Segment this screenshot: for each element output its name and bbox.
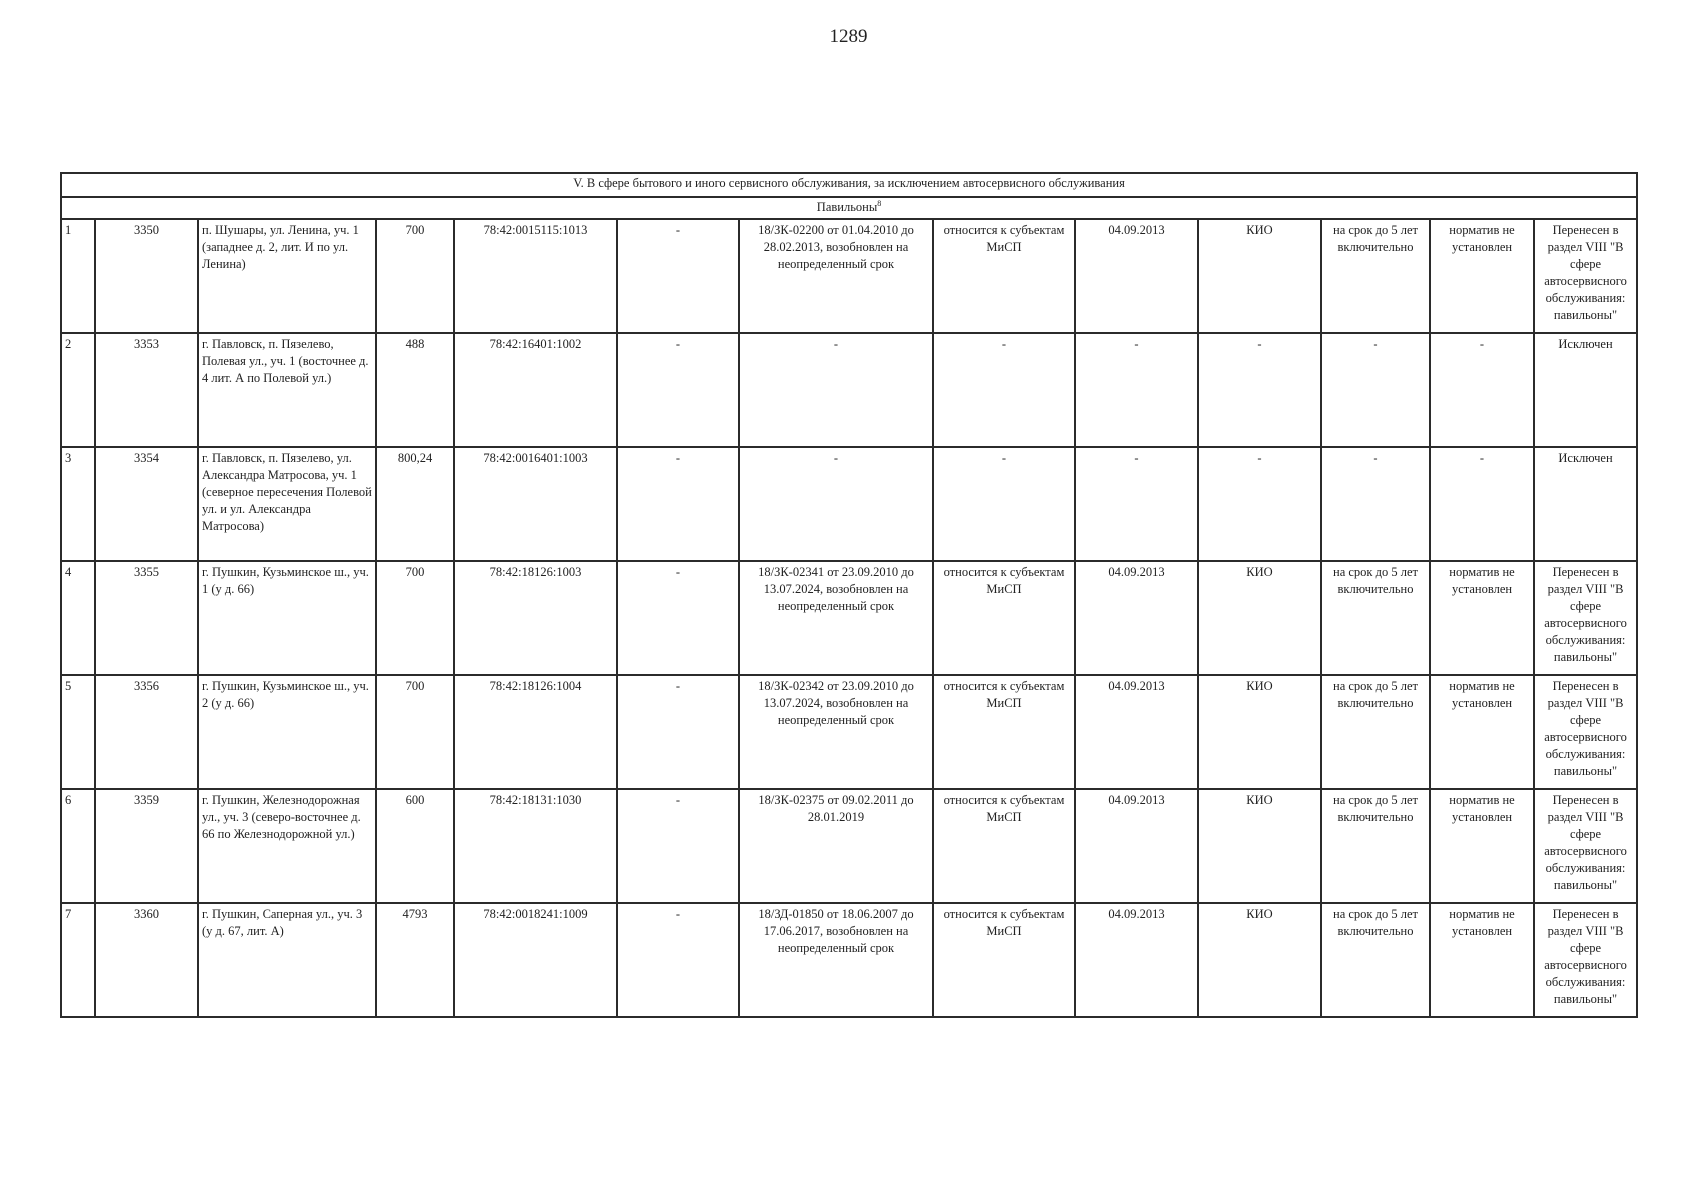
area-cell: 4793 bbox=[376, 903, 454, 1017]
section-title: V. В сфере бытового и иного сервисного обслуживания, за исключением автосервисного обслуживания bbox=[61, 173, 1637, 197]
object-code: 3353 bbox=[95, 333, 198, 447]
term-cell: на срок до 5 лет включительно bbox=[1321, 561, 1430, 675]
row-number: 5 bbox=[61, 675, 95, 789]
object-code: 3354 bbox=[95, 447, 198, 561]
organization-cell: КИО bbox=[1198, 903, 1321, 1017]
term-cell: на срок до 5 лет включительно bbox=[1321, 789, 1430, 903]
table-row bbox=[61, 561, 1637, 675]
contract-cell: 18/ЗК-02341 от 23.09.2010 до 13.07.2024, возобновлен на неопределенный срок bbox=[739, 561, 933, 675]
object-code: 3355 bbox=[95, 561, 198, 675]
area-cell: 700 bbox=[376, 675, 454, 789]
norm-cell: норматив не установлен bbox=[1430, 789, 1534, 903]
organization-cell: КИО bbox=[1198, 561, 1321, 675]
subsection-header-row bbox=[61, 197, 1637, 219]
term-cell: на срок до 5 лет включительно bbox=[1321, 219, 1430, 333]
date-cell: 04.09.2013 bbox=[1075, 789, 1198, 903]
address-cell: г. Пушкин, Железнодорожная ул., уч. 3 (северо-восточнее д. 66 по Железнодорожной ул.) bbox=[198, 789, 376, 903]
norm-cell: - bbox=[1430, 447, 1534, 561]
organization-cell: - bbox=[1198, 447, 1321, 561]
cadastral-number-cell: 78:42:0015115:1013 bbox=[454, 219, 617, 333]
column-6-cell: - bbox=[617, 675, 739, 789]
address-cell: п. Шушары, ул. Ленина, уч. 1 (западнее д. 2, лит. И по ул. Ленина) bbox=[198, 219, 376, 333]
term-cell: - bbox=[1321, 447, 1430, 561]
date-cell: 04.09.2013 bbox=[1075, 903, 1198, 1017]
note-cell: Перенесен в раздел VIII "В сфере автосервисного обслуживания: павильоны" bbox=[1534, 675, 1637, 789]
smb-subject-cell: относится к субъектам МиСП bbox=[933, 675, 1075, 789]
note-cell: Перенесен в раздел VIII "В сфере автосервисного обслуживания: павильоны" bbox=[1534, 789, 1637, 903]
column-6-cell: - bbox=[617, 903, 739, 1017]
contract-cell: 18/ЗК-02200 от 01.04.2010 до 28.02.2013, возобновлен на неопределенный срок bbox=[739, 219, 933, 333]
contract-cell: 18/ЗД-01850 от 18.06.2007 до 17.06.2017, возобновлен на неопределенный срок bbox=[739, 903, 933, 1017]
column-6-cell: - bbox=[617, 333, 739, 447]
section-header-row bbox=[61, 173, 1637, 197]
term-cell: на срок до 5 лет включительно bbox=[1321, 903, 1430, 1017]
table-row bbox=[61, 675, 1637, 789]
smb-subject-cell: относится к субъектам МиСП bbox=[933, 903, 1075, 1017]
norm-cell: норматив не установлен bbox=[1430, 561, 1534, 675]
column-6-cell: - bbox=[617, 789, 739, 903]
object-code: 3359 bbox=[95, 789, 198, 903]
smb-subject-cell: - bbox=[933, 447, 1075, 561]
smb-subject-cell: относится к субъектам МиСП bbox=[933, 789, 1075, 903]
contract-cell: 18/ЗК-02375 от 09.02.2011 до 28.01.2019 bbox=[739, 789, 933, 903]
page-number: 1289 bbox=[829, 26, 868, 47]
norm-cell: норматив не установлен bbox=[1430, 903, 1534, 1017]
term-cell: - bbox=[1321, 333, 1430, 447]
organization-cell: КИО bbox=[1198, 219, 1321, 333]
smb-subject-cell: относится к субъектам МиСП bbox=[933, 561, 1075, 675]
date-cell: 04.09.2013 bbox=[1075, 219, 1198, 333]
address-cell: г. Пушкин, Саперная ул., уч. 3 (у д. 67, лит. А) bbox=[198, 903, 376, 1017]
note-cell: Перенесен в раздел VIII "В сфере автосервисного обслуживания: павильоны" bbox=[1534, 903, 1637, 1017]
organization-cell: КИО bbox=[1198, 675, 1321, 789]
cadastral-number-cell: 78:42:0018241:1009 bbox=[454, 903, 617, 1017]
contract-cell: 18/ЗК-02342 от 23.09.2010 до 13.07.2024, возобновлен на неопределенный срок bbox=[739, 675, 933, 789]
row-number: 4 bbox=[61, 561, 95, 675]
norm-cell: норматив не установлен bbox=[1430, 219, 1534, 333]
row-number: 7 bbox=[61, 903, 95, 1017]
object-code: 3356 bbox=[95, 675, 198, 789]
smb-subject-cell: - bbox=[933, 333, 1075, 447]
area-cell: 600 bbox=[376, 789, 454, 903]
table-row bbox=[61, 903, 1637, 1017]
row-number: 2 bbox=[61, 333, 95, 447]
column-6-cell: - bbox=[617, 561, 739, 675]
note-cell: Исключен bbox=[1534, 333, 1637, 447]
row-number: 6 bbox=[61, 789, 95, 903]
contract-cell: - bbox=[739, 447, 933, 561]
table-row bbox=[61, 333, 1637, 447]
contract-cell: - bbox=[739, 333, 933, 447]
term-cell: на срок до 5 лет включительно bbox=[1321, 675, 1430, 789]
table-row bbox=[61, 789, 1637, 903]
address-cell: г. Павловск, п. Пязелево, ул. Александра Матросова, уч. 1 (северное пересечения Полевой ул. и ул. Александра Матросова) bbox=[198, 447, 376, 561]
object-code: 3360 bbox=[95, 903, 198, 1017]
column-6-cell: - bbox=[617, 447, 739, 561]
subsection-title: Павильоны bbox=[816, 200, 878, 214]
norm-cell: - bbox=[1430, 333, 1534, 447]
norm-cell: норматив не установлен bbox=[1430, 675, 1534, 789]
address-cell: г. Павловск, п. Пязелево, Полевая ул., уч. 1 (восточнее д. 4 лит. А по Полевой ул.) bbox=[198, 333, 376, 447]
row-number: 1 bbox=[61, 219, 95, 333]
cadastral-number-cell: 78:42:18126:1004 bbox=[454, 675, 617, 789]
column-6-cell: - bbox=[617, 219, 739, 333]
note-cell: Перенесен в раздел VIII "В сфере автосервисного обслуживания: павильоны" bbox=[1534, 219, 1637, 333]
subsection-cell bbox=[61, 197, 1637, 219]
smb-subject-cell: относится к субъектам МиСП bbox=[933, 219, 1075, 333]
note-cell: Перенесен в раздел VIII "В сфере автосервисного обслуживания: павильоны" bbox=[1534, 561, 1637, 675]
row-number: 3 bbox=[61, 447, 95, 561]
table-row bbox=[61, 447, 1637, 561]
date-cell: - bbox=[1075, 333, 1198, 447]
registry-table bbox=[60, 172, 1638, 1018]
area-cell: 700 bbox=[376, 219, 454, 333]
address-cell: г. Пушкин, Кузьминское ш., уч. 2 (у д. 66) bbox=[198, 675, 376, 789]
date-cell: - bbox=[1075, 447, 1198, 561]
footnote-mark: 8 bbox=[877, 198, 882, 208]
area-cell: 488 bbox=[376, 333, 454, 447]
area-cell: 800,24 bbox=[376, 447, 454, 561]
cadastral-number-cell: 78:42:16401:1002 bbox=[454, 333, 617, 447]
note-cell: Исключен bbox=[1534, 447, 1637, 561]
area-cell: 700 bbox=[376, 561, 454, 675]
address-cell: г. Пушкин, Кузьминское ш., уч. 1 (у д. 66) bbox=[198, 561, 376, 675]
cadastral-number-cell: 78:42:18126:1003 bbox=[454, 561, 617, 675]
date-cell: 04.09.2013 bbox=[1075, 561, 1198, 675]
cadastral-number-cell: 78:42:18131:1030 bbox=[454, 789, 617, 903]
table-row bbox=[61, 219, 1637, 333]
cadastral-number-cell: 78:42:0016401:1003 bbox=[454, 447, 617, 561]
object-code: 3350 bbox=[95, 219, 198, 333]
organization-cell: - bbox=[1198, 333, 1321, 447]
date-cell: 04.09.2013 bbox=[1075, 675, 1198, 789]
organization-cell: КИО bbox=[1198, 789, 1321, 903]
